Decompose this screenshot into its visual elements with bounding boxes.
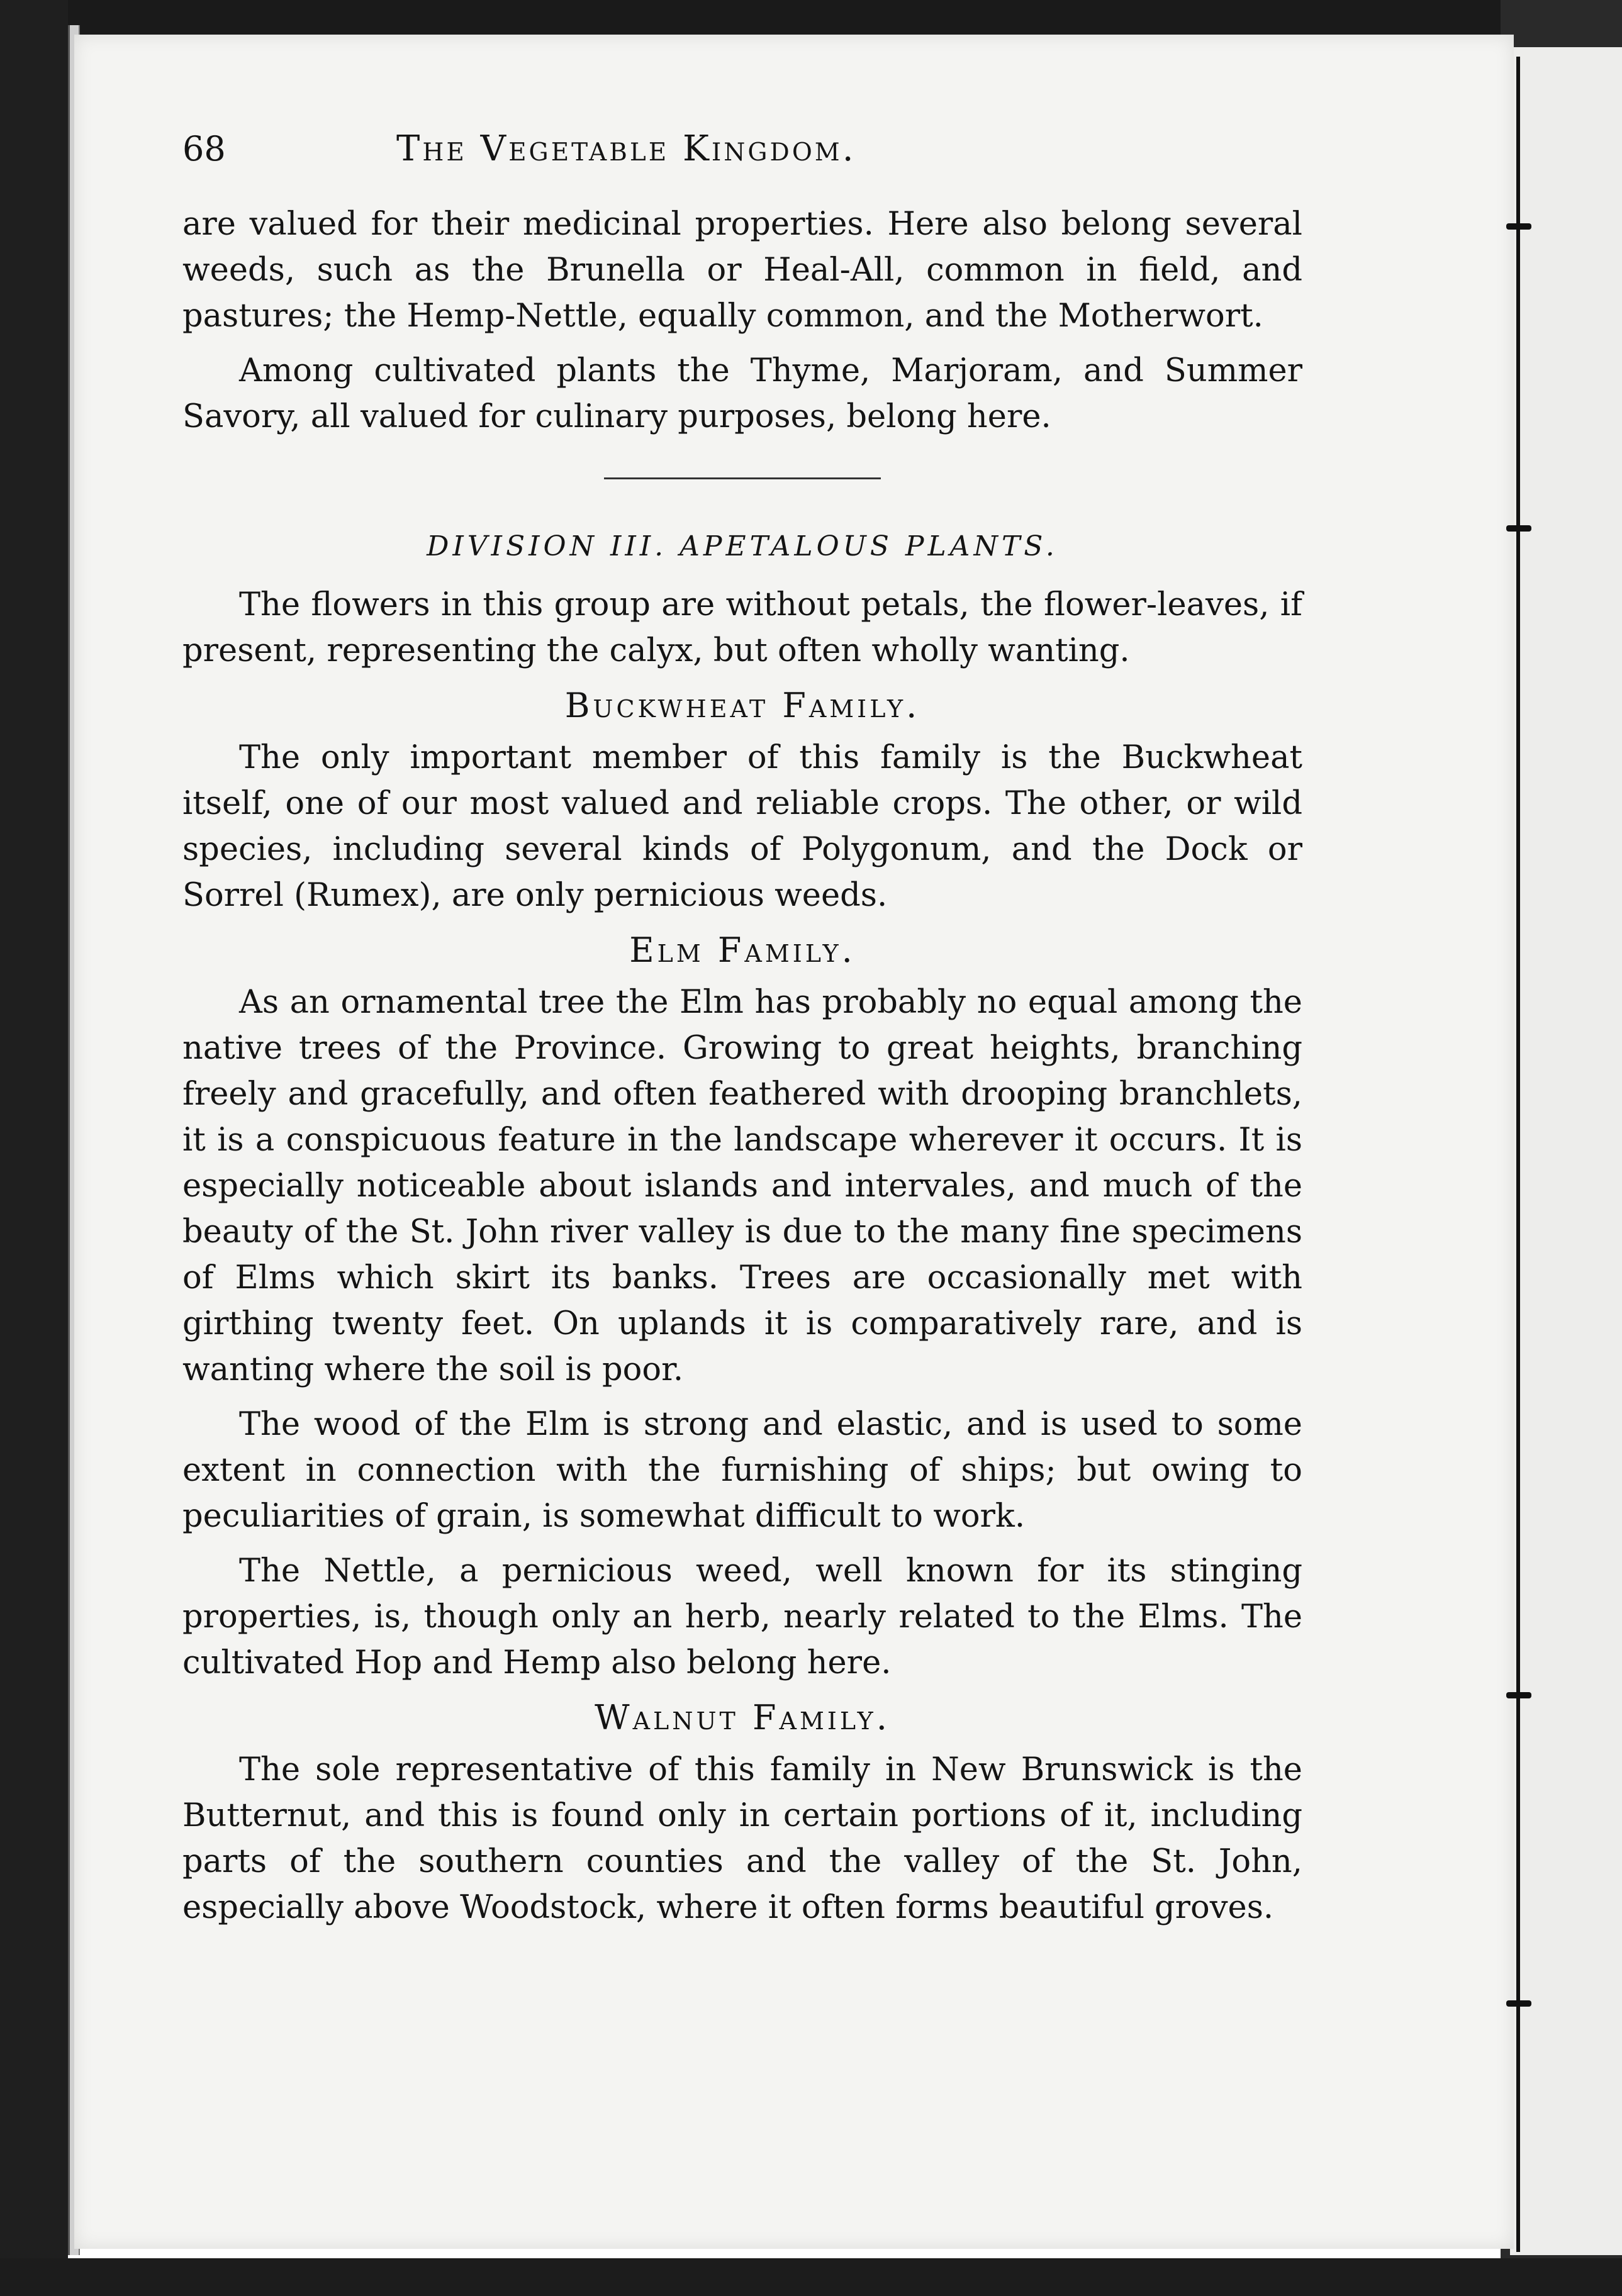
binding-stitch (1506, 525, 1531, 532)
buckwheat-family-heading: Buckwheat Family. (564, 686, 920, 725)
binding-stitch (1506, 2000, 1531, 2007)
paragraph-apetalous-intro: The flowers in this group are without petals, the flower-leaves, if present, representing the calyx, but often wholly wanting. (182, 586, 1302, 669)
page-header (182, 126, 1302, 201)
paragraph-cultivated-plants: Among cultivated plants the Thyme, Marjoram, and Summer Savory, all valued for culinary purposes, belong here. (182, 352, 1302, 435)
adjacent-page-sliver (1510, 47, 1622, 2255)
paragraph-nettle: The Nettle, a pernicious weed, well known for its stinging properties, is, though only an herb, nearly related to the Elms. The cultivated Hop and Hemp also belong here. (182, 1552, 1302, 1681)
division-heading: DIVISION III. APETALOUS PLANTS. (427, 530, 1058, 562)
binding-thread (1516, 57, 1520, 2252)
page-number: 68 (182, 129, 226, 169)
section-divider (604, 477, 881, 479)
page-text (182, 126, 1302, 1939)
paragraph-buckwheat: The only important member of this family is the Buckwheat itself, one of our most valued and reliable crops. The other, or wild species, including several kinds of Polygonum, and the Dock or Sorrel (Rumex), are only pernicious weeds. (182, 739, 1302, 914)
paragraph-elm-wood: The wood of the Elm is strong and elastic, and is used to some extent in connection with the furnishing of ships; but owing to peculiarities of grain, is somewhat difficult to work. (182, 1406, 1302, 1535)
paragraph-butternut: The sole representative of this family in New Brunswick is the Butternut, and this is found only in certain portions of it, including parts of the southern counties and the valley of the St. John, especially above Woodstock, where it often forms beautiful groves. (182, 1751, 1302, 1926)
walnut-family-heading: Walnut Family. (595, 1698, 890, 1737)
binding-stitch (1506, 1692, 1531, 1698)
scan-frame-left (0, 0, 68, 2296)
paragraph-mint-family-end: are valued for their medicinal properties. Here also belong several weeds, such as the Brunella or Heal-All, common in field, and pastures; the Hemp-Nettle, equally common, and the Motherwort. (182, 206, 1302, 335)
running-head: The Vegetable Kingdom. (396, 128, 856, 169)
scan-frame-bottom (0, 2258, 1622, 2296)
paragraph-elm-ornamental: As an ornamental tree the Elm has probably no equal among the native trees of the Province. Growing to great heights, branching freely and gracefully, and often feathered with drooping branchlets, it is a conspicuous feature in the landscape wherever it occurs. It is especially noticeable about islands and intervales, and much of the beauty of the St. John river valley is due to the many fine specimens of Elms which skirt its banks. Trees are occasionally met with girthing twenty feet. On uplands it is comparatively rare, and is wanting where the soil is poor. (182, 984, 1302, 1388)
elm-family-heading: Elm Family. (629, 930, 856, 970)
binding-stitch (1506, 223, 1531, 230)
